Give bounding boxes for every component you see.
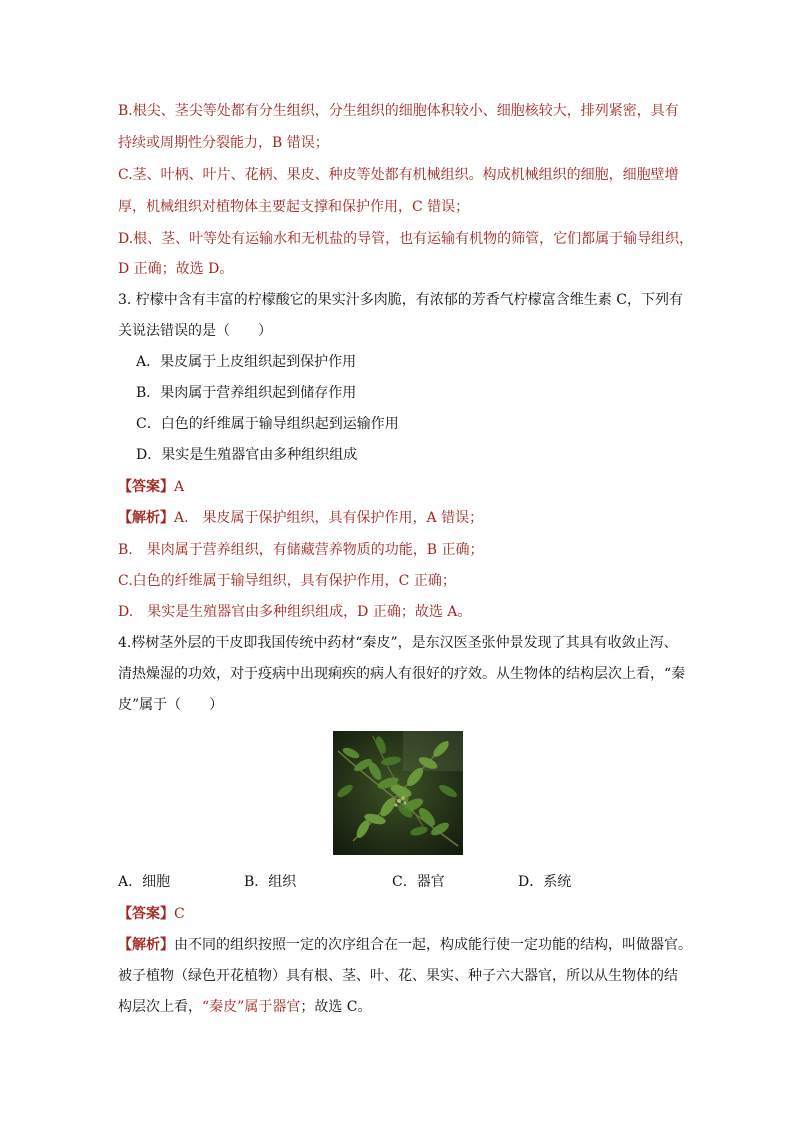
q3-analysis-text1: A. 果皮属于保护组织，具有保护作用，A 错误； — [174, 510, 484, 526]
q4-analysis-line3 — [118, 997, 372, 1017]
prev-analysis-c-line1: C.茎、叶柄、叶片、花柄、果皮、种皮等处都有机械组织。构成机械组织的细胞，细胞壁增 — [118, 167, 679, 183]
q4-answer — [118, 904, 185, 924]
q4-analysis-line3-b: “秦皮”属于器官 — [202, 999, 301, 1015]
prev-analysis-c-line2: 厚，机械组织对植物体主要起支撑和保护作用，C 错误； — [118, 199, 470, 215]
q3-option-d: D．果实是生殖器官由多种组织组成 — [136, 447, 358, 463]
prev-analysis-b-line1: B.根尖、茎尖等处都有分生组织，分生组织的细胞体积较小、细胞核较大，排列紧密，具有 — [118, 103, 679, 119]
prev-analysis-b-line2: 持续或周期性分裂能力，B 错误； — [118, 135, 329, 151]
q4-answer-value: C — [174, 906, 185, 922]
q4-choices — [118, 872, 678, 892]
q3-analysis-line1 — [118, 508, 483, 528]
q4-analysis-line3-c: ；故选 C。 — [300, 999, 372, 1015]
ash-leaves-photo — [333, 731, 463, 855]
prev-analysis-d-line1: D.根、茎、叶等处有运输水和无机盐的导管，也有运输有机物的筛管，它们都属于输导组织， — [118, 231, 694, 247]
prev-analysis-d-line2: D 正确；故选 D。 — [118, 261, 234, 277]
q3-option-a: A．果皮属于上皮组织起到保护作用 — [136, 354, 357, 370]
q3-answer — [118, 477, 184, 497]
q3-stem-line2: 关说法错误的是（ ） — [118, 323, 272, 339]
q4-analysis-text1: 由不同的组织按照一定的次序组合在一起，构成能行使一定功能的结构，叫做器官。 — [174, 937, 692, 953]
q3-stem-line1: 3. 柠檬中含有丰富的柠檬酸它的果实汁多肉脆，有浓郁的芳香气柠檬富含维生素 C，下列有 — [118, 292, 683, 308]
q3-analysis-label: 【解析】 — [118, 510, 174, 526]
q4-analysis-label: 【解析】 — [118, 937, 174, 953]
q3-option-c: C．白色的纤维属于输导组织起到运输作用 — [136, 416, 399, 432]
q4-stem-line3: 皮”属于（ ） — [118, 697, 224, 713]
q4-choice-a: A．细胞 — [118, 874, 171, 890]
q3-option-b: B．果肉属于营养组织起到储存作用 — [136, 385, 357, 401]
q4-analysis-line1 — [118, 935, 692, 955]
q4-analysis-line2: 被子植物（绿色开花植物）具有根、茎、叶、花、果实、种子六大器官，所以从生物体的结 — [118, 968, 678, 984]
q3-answer-label: 【答案】 — [118, 479, 174, 495]
q4-stem-line1: 4.梣树茎外层的干皮即我国传统中药材“秦皮”，是东汉医圣张仲景发现了其具有收敛止泻、 — [118, 635, 678, 651]
q4-answer-label: 【答案】 — [118, 906, 174, 922]
q3-analysis-line4: D. 果实是生殖器官由多种组织组成，D 正确；故选 A。 — [118, 604, 472, 620]
q4-stem-line2: 清热燥湿的功效，对于疫病中出现痢疾的病人有很好的疗效。从生物体的结构层次上看，“秦 — [118, 666, 686, 682]
q4-choice-b: B．组织 — [244, 874, 297, 890]
q4-choice-c: C．器官 — [392, 874, 445, 890]
q3-analysis-line3: C.白色的纤维属于输导组织，具有保护作用，C 正确； — [118, 573, 456, 589]
q4-choice-d: D．系统 — [518, 874, 572, 890]
q3-analysis-line2: B. 果肉属于营养组织，有储藏营养物质的功能，B 正确； — [118, 542, 484, 558]
q3-answer-value: A — [174, 479, 185, 495]
q4-analysis-line3-a: 构层次上看， — [118, 999, 202, 1015]
